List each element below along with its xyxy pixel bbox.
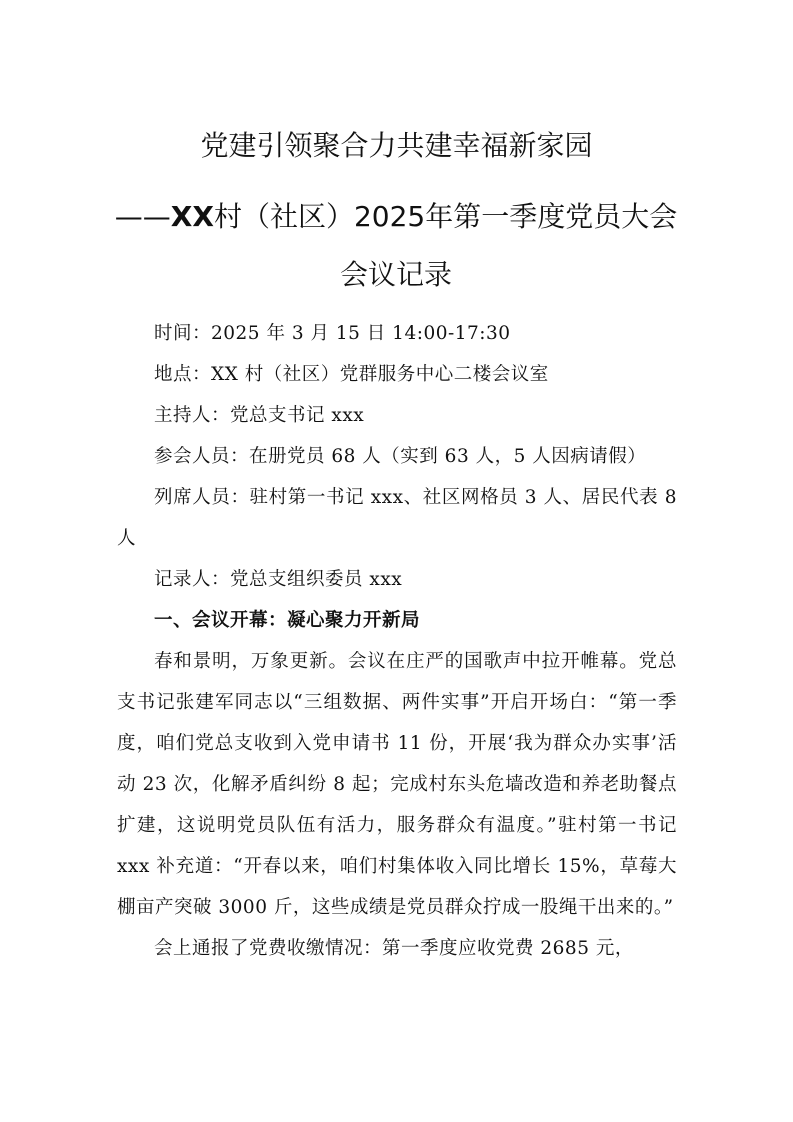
meeting-host: 主持人：党总支书记 xxx <box>154 405 365 426</box>
paragraph-dues: 会上通报了党费收缴情况：第一季度应收党费 2685 元， <box>154 938 634 959</box>
meeting-recorder: 记录人：党总支组织委员 xxx <box>154 569 403 590</box>
subtitle-text: 村（社区）2025年第一季度党员大会会议记录 <box>213 200 678 291</box>
meeting-guests: 列席人员：驻村第一书记 xxx、社区网格员 3 人、居民代表 8 人 <box>117 487 677 549</box>
document-title: 党建引领聚合力共建幸福新家园 <box>200 129 593 162</box>
meeting-attendees: 参会人员：在册党员 68 人（实到 63 人，5 人因病请假） <box>154 446 647 467</box>
subtitle-dash: —— <box>114 200 171 233</box>
section-heading: 一、会议开幕：凝心聚力开新局 <box>154 610 421 631</box>
document-body <box>117 313 677 969</box>
document-subtitle <box>106 188 686 304</box>
subtitle-village-code: XX <box>170 200 214 233</box>
meeting-time: 时间：2025 年 3 月 15 日 14:00-17:30 <box>154 323 511 344</box>
meeting-place: 地点：XX 村（社区）党群服务中心二楼会议室 <box>154 364 549 385</box>
paragraph-opening: 春和景明，万象更新。会议在庄严的国歌声中拉开帷幕。党总支书记张建军同志以“三组数据、两件实事”开启开场白：“第一季度，咱们党总支收到入党申请书 11 份，开展‘我为群众办实事’活动 23 次，化解矛盾纠纷 8 起；完成村东头危墙改造和养老助餐点扩建，这说明党员队伍有活力，服务群众有温度。”驻村第一书记 xxx 补充道：“开春以来，咱们村集体收入同比增长 15%，草莓大棚亩产突破 3000 斤，这些成绩是党员群众拧成一股绳干出来的。” <box>117 651 677 918</box>
